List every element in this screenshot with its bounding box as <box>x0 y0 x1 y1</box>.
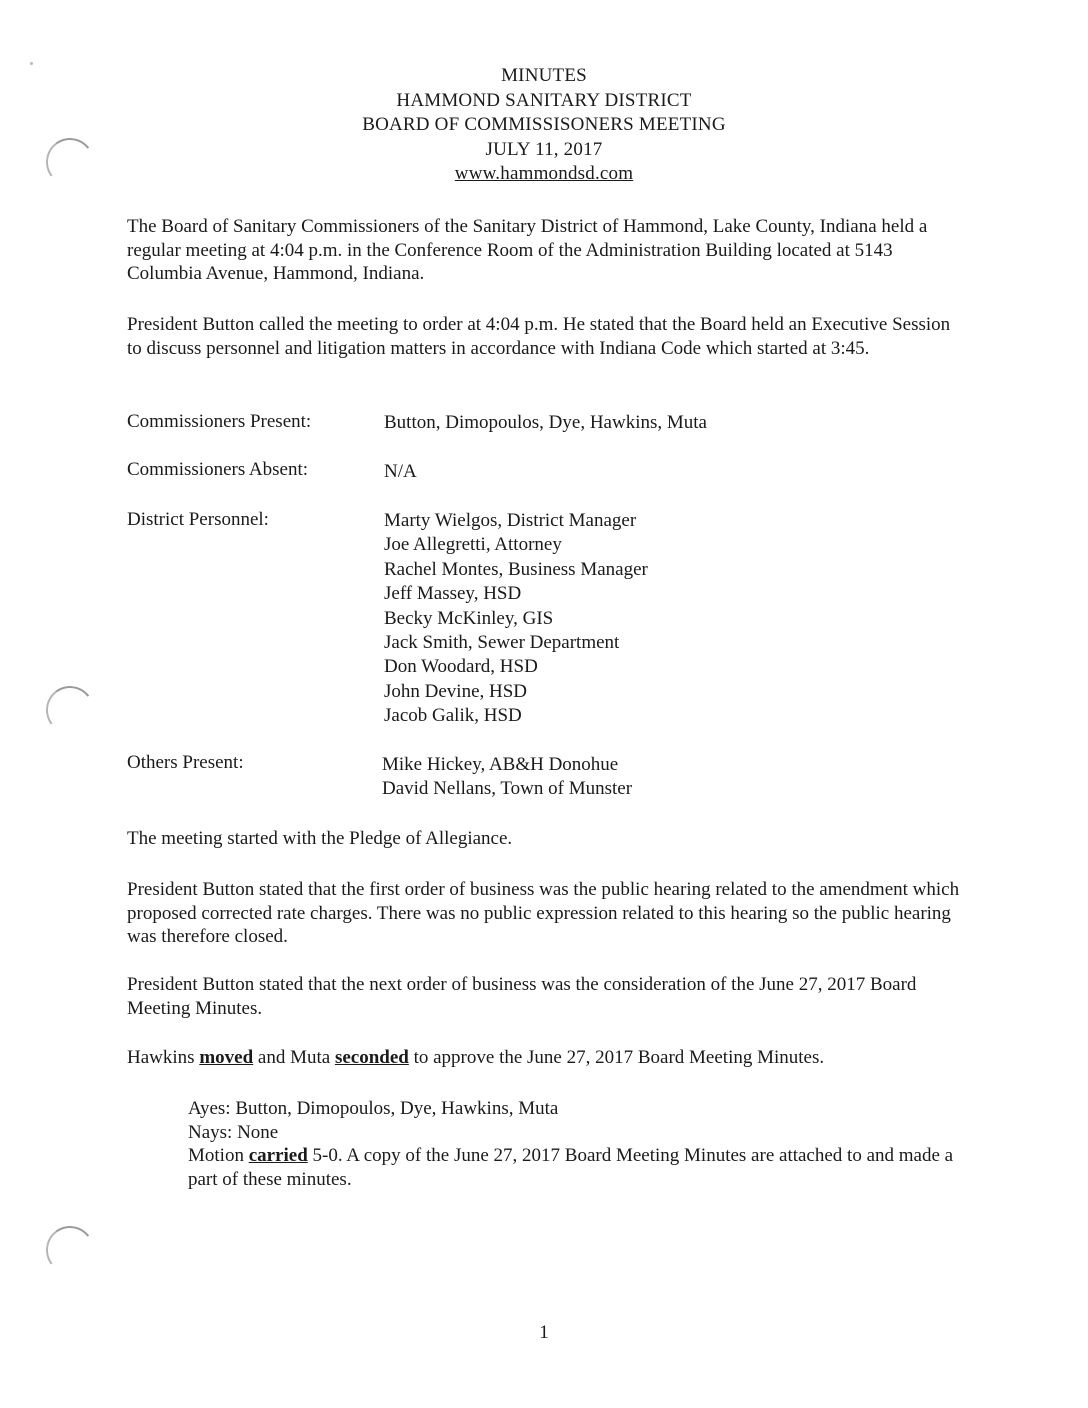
vote-motion-prefix: Motion <box>188 1145 249 1166</box>
list-item: Jeff Massey, HSD <box>384 583 522 605</box>
punch-hole-middle <box>43 683 97 737</box>
motion-paragraph <box>127 1046 987 1070</box>
header-date: JULY 11, 2017 <box>485 138 603 160</box>
motion-mid: and Muta <box>253 1047 335 1068</box>
carried-keyword: carried <box>248 1145 308 1166</box>
commissioners-absent-names: N/A <box>384 461 417 482</box>
others-present-list <box>382 753 632 802</box>
next-business-paragraph: President Button stated that the next order of business was the consideration of the June 27, 2017 Board Meeting Minutes. <box>127 974 917 1019</box>
list-item: Becky McKinley, GIS <box>384 607 554 629</box>
district-personnel-label: District Personnel: <box>127 509 269 530</box>
list-item: Marty Wielgos, District Manager <box>384 510 637 531</box>
commissioners-absent-value <box>384 460 417 484</box>
header-meeting: BOARD OF COMMISSISONERS MEETING <box>362 114 726 135</box>
list-item: Don Woodard, HSD <box>384 656 538 678</box>
list-item: David Nellans, Town of Munster <box>382 778 633 800</box>
motion-rest: to approve the June 27, 2017 Board Meeting Minutes. <box>408 1047 825 1068</box>
commissioners-absent-label: Commissioners Absent: <box>127 459 309 480</box>
header-title: MINUTES <box>501 65 587 86</box>
pledge-paragraph: The meeting started with the Pledge of Allegiance. <box>127 828 513 849</box>
punch-hole-bottom <box>43 1223 97 1277</box>
vote-motion-rest: 5-0. A copy of the June 27, 2017 Board Meeting Minutes are attached to and made a part of these minutes. <box>188 1145 954 1190</box>
page-number: 1 <box>539 1322 549 1343</box>
district-personnel-list <box>384 509 648 729</box>
list-item: Rachel Montes, Business Manager <box>384 558 648 580</box>
vote-block <box>188 1097 968 1191</box>
list-item: Joe Allegretti, Attorney <box>384 534 562 556</box>
vote-nays: Nays: None <box>188 1121 279 1143</box>
others-present-label: Others Present: <box>127 752 244 773</box>
list-item: Mike Hickey, AB&H Donohue <box>382 754 619 775</box>
commissioners-present-value <box>384 411 707 435</box>
commissioners-present-names: Button, Dimopoulos, Dye, Hawkins, Muta <box>384 412 707 433</box>
document-header <box>0 64 1088 187</box>
seconded-keyword: seconded <box>334 1047 409 1068</box>
intro-paragraph: The Board of Sanitary Commissioners of the Sanitary District of Hammond, Lake County, Indiana held a regular meeting at 4:04 p.m. in the Conference Room of the Administration Building located at 5143 Columbia Avenue, Hammond, Indiana. <box>127 216 928 284</box>
header-organization: HAMMOND SANITARY DISTRICT <box>396 89 692 111</box>
header-website-link[interactable]: www.hammondsd.com <box>454 163 634 184</box>
list-item: John Devine, HSD <box>384 680 528 702</box>
public-hearing-paragraph: President Button stated that the first order of business was the public hearing related to the amendment which proposed corrected rate charges. There was no public expression related to this hearing so the public hearing was therefore closed. <box>127 879 960 947</box>
call-to-order-paragraph: President Button called the meeting to order at 4:04 p.m. He stated that the Board held an Executive Session to discuss personnel and litigation matters in accordance with Indiana Code which started at 3:45. <box>127 314 951 359</box>
motion-mover: Hawkins <box>127 1047 200 1068</box>
list-item: Jack Smith, Sewer Department <box>384 632 620 654</box>
vote-ayes: Ayes: Button, Dimopoulos, Dye, Hawkins, Muta <box>188 1098 559 1119</box>
list-item: Jacob Galik, HSD <box>384 705 522 727</box>
moved-keyword: moved <box>199 1047 254 1068</box>
vote-result <box>188 1144 968 1191</box>
commissioners-present-label: Commissioners Present: <box>127 411 312 432</box>
